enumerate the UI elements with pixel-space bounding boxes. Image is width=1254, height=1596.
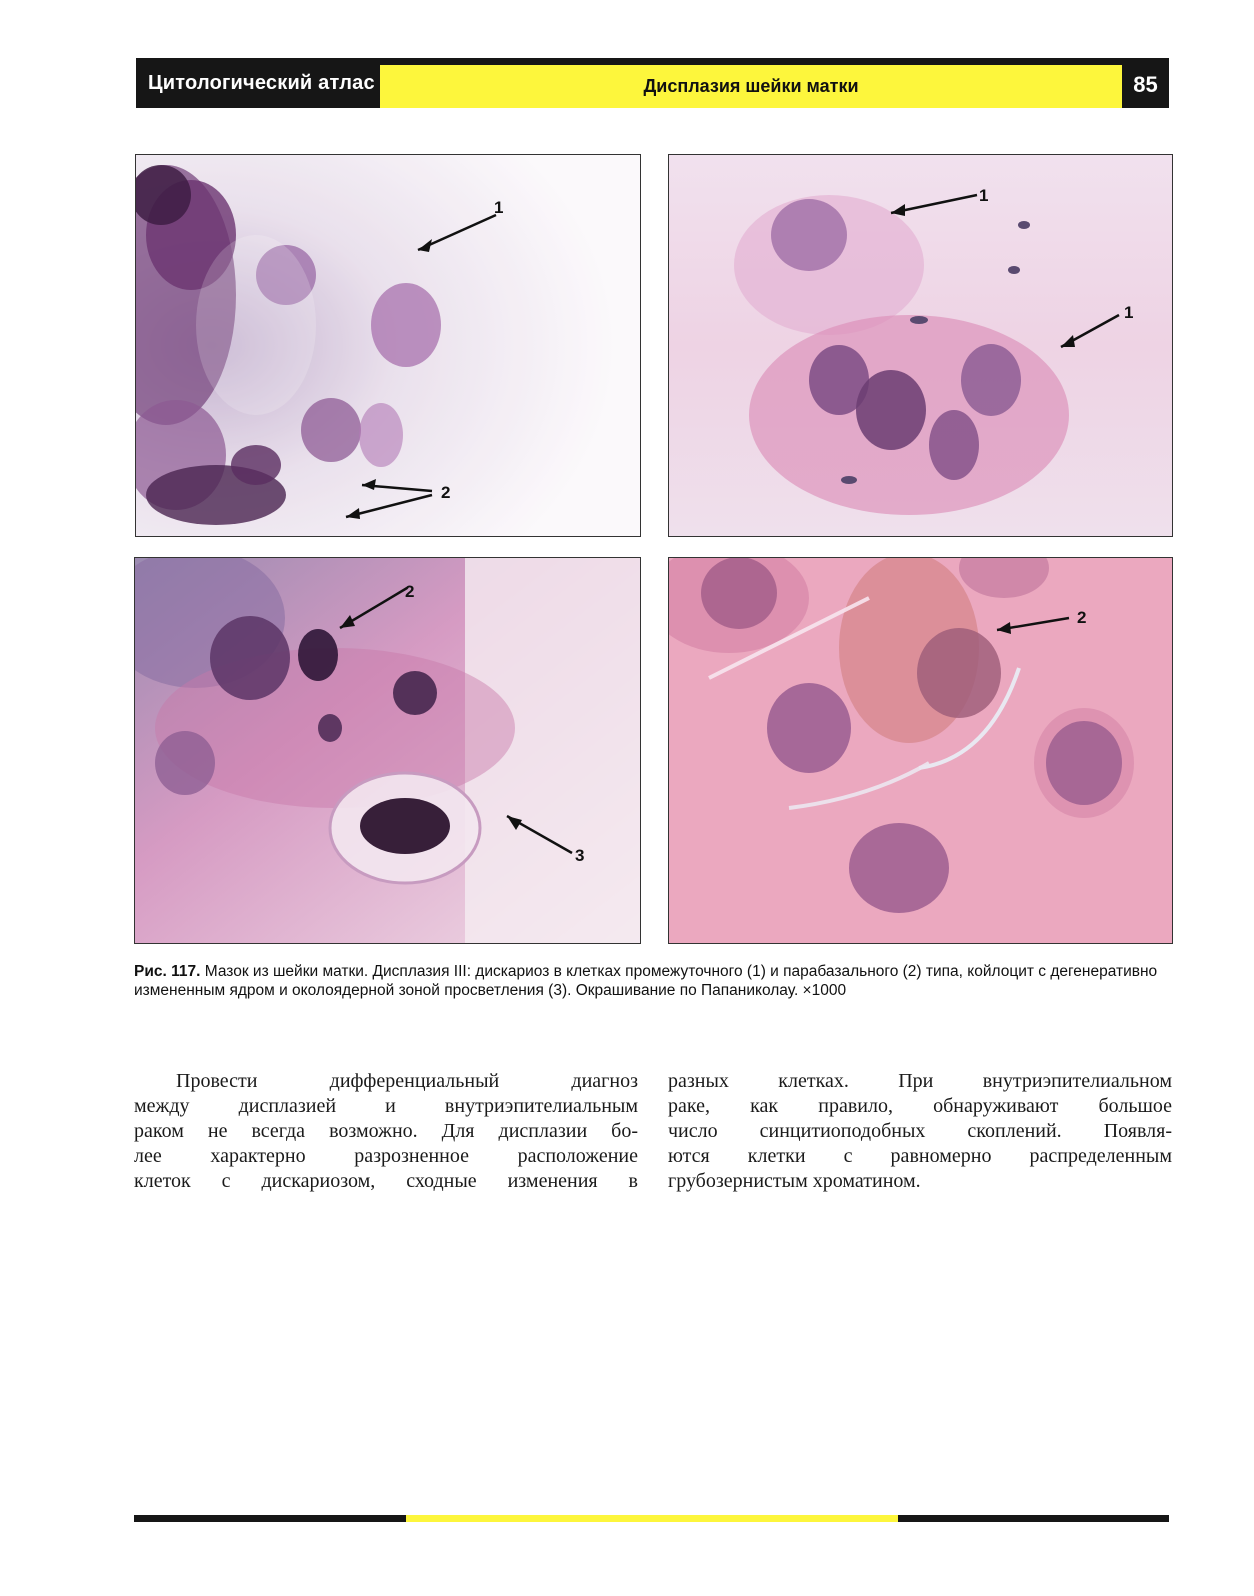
text-line: Провести дифференциальный диагноз: [176, 1070, 638, 1092]
panel-2-label-1b: 1: [1124, 303, 1134, 322]
figure-caption: [134, 962, 1174, 1000]
header-mid-rule: [380, 62, 1122, 65]
body-column-left: [134, 1069, 638, 1194]
figure-caption-text: Мазок из шейки матки. Дисплазия III: дискариоз в клетках промежуточного (1) и парабазального (2) типа, койлоцит с дегенеративно измененным ядром и околоядерной зоной просветления (3). Окрашивание по Папаниколау. ×1000: [134, 963, 1158, 999]
panel-4-label-2: 2: [1077, 608, 1087, 627]
micrograph-4-image: [669, 558, 1172, 943]
body-column-right: [668, 1069, 1172, 1194]
running-head-section: [380, 62, 1122, 108]
micrograph-1-image: [136, 155, 640, 536]
panel-2-label-1a: 1: [979, 186, 989, 205]
text-line: клеток с дискариозом, сходные изменения в: [134, 1170, 638, 1192]
micrograph-2-image: [669, 155, 1172, 536]
text-line: разных клетках. При внутриэпителиальном: [668, 1070, 1172, 1092]
footer-rule-right: [898, 1515, 1169, 1522]
text-line: лее характерно разрозненное расположение: [134, 1145, 638, 1167]
footer-rule-middle: [406, 1515, 898, 1522]
text-line: грубозернистым хроматином.: [668, 1170, 921, 1192]
running-head-left: [136, 62, 380, 108]
figure-number: Рис. 117.: [134, 963, 201, 980]
micrograph-panel-2: [668, 154, 1173, 537]
micrograph-panel-4: [668, 557, 1173, 944]
panel-3-label-2: 2: [405, 582, 415, 601]
section-title: Дисплазия шейки матки: [643, 76, 859, 96]
text-line: ются клетки с равномерно распределенным: [668, 1145, 1172, 1167]
micrograph-3-image: [135, 558, 640, 943]
text-line: число синцитиоподобных скоплений. Появля-: [668, 1120, 1172, 1142]
panel-1-label-2: 2: [441, 483, 451, 502]
atlas-title: Цитологический атлас: [148, 72, 375, 94]
micrograph-panel-1: [135, 154, 641, 537]
page-number-box: [1122, 62, 1169, 108]
text-line: раке, как правило, обнаруживают большое: [668, 1095, 1172, 1117]
micrograph-panel-3: [134, 557, 641, 944]
footer-rule-left: [134, 1515, 406, 1522]
text-line: раком не всегда возможно. Для дисплазии бо-: [134, 1120, 638, 1142]
text-line: между дисплазией и внутриэпителиальным: [134, 1095, 638, 1117]
page-number: 85: [1133, 72, 1158, 97]
panel-3-label-3: 3: [575, 846, 585, 865]
panel-1-label-1: 1: [494, 198, 504, 217]
